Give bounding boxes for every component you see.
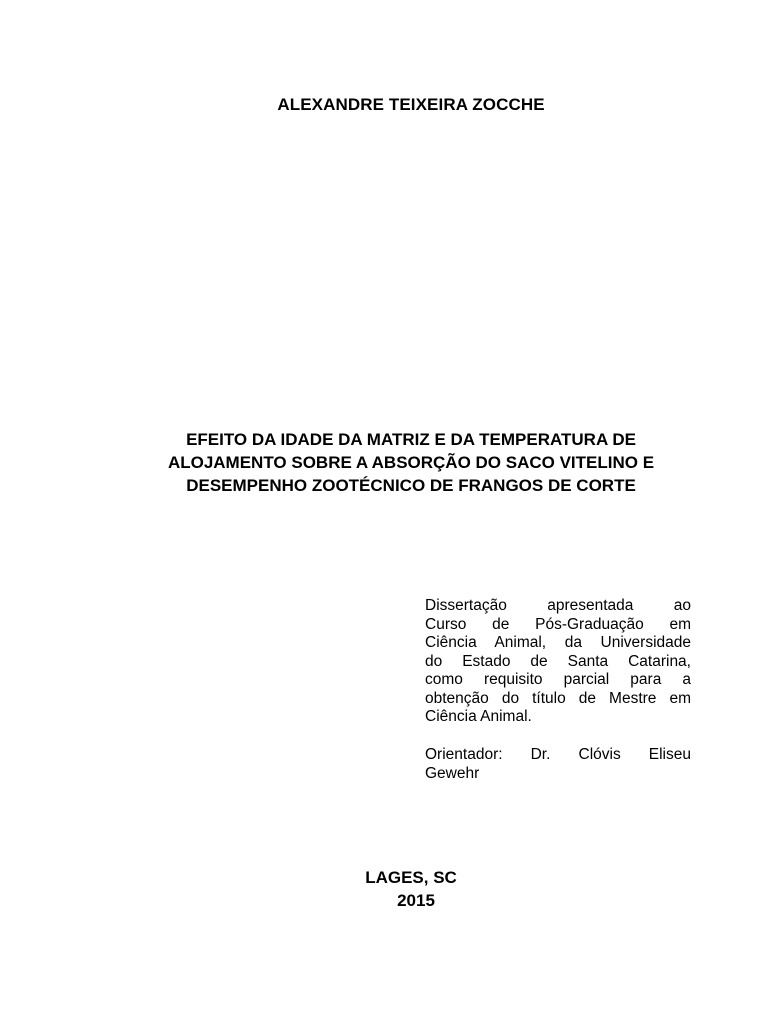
description-line: Ciência Animal, da Universidade — [425, 634, 691, 651]
dissertation-description — [425, 597, 691, 727]
description-line: Curso de Pós-Graduação em — [425, 615, 691, 633]
title-line: ALOJAMENTO SOBRE A ABSORÇÃO DO SACO VITELINO E — [167, 453, 655, 472]
author-name: ALEXANDRE TEIXEIRA ZOCCHE — [277, 95, 545, 114]
description-line: do Estado de Santa Catarina, — [425, 652, 691, 670]
dissertation-title — [120, 428, 702, 497]
advisor-line: Orientador: Dr. Clóvis Eliseu — [425, 746, 691, 763]
year: 2015 — [397, 891, 435, 910]
description-line: Dissertação apresentada ao — [425, 597, 691, 614]
description-line: Ciência Animal. — [425, 708, 532, 725]
description-line: como requisito parcial para a — [425, 671, 691, 688]
advisor-line: Gewehr — [425, 764, 480, 782]
place: LAGES, SC — [365, 868, 457, 887]
advisor-info — [425, 746, 691, 783]
description-line: obtenção do título de Mestre em — [425, 689, 691, 707]
title-line: EFEITO DA IDADE DA MATRIZ E DA TEMPERATURA DE — [186, 430, 636, 449]
title-line: DESEMPENHO ZOOTÉCNICO DE FRANGOS DE CORTE — [186, 476, 636, 495]
